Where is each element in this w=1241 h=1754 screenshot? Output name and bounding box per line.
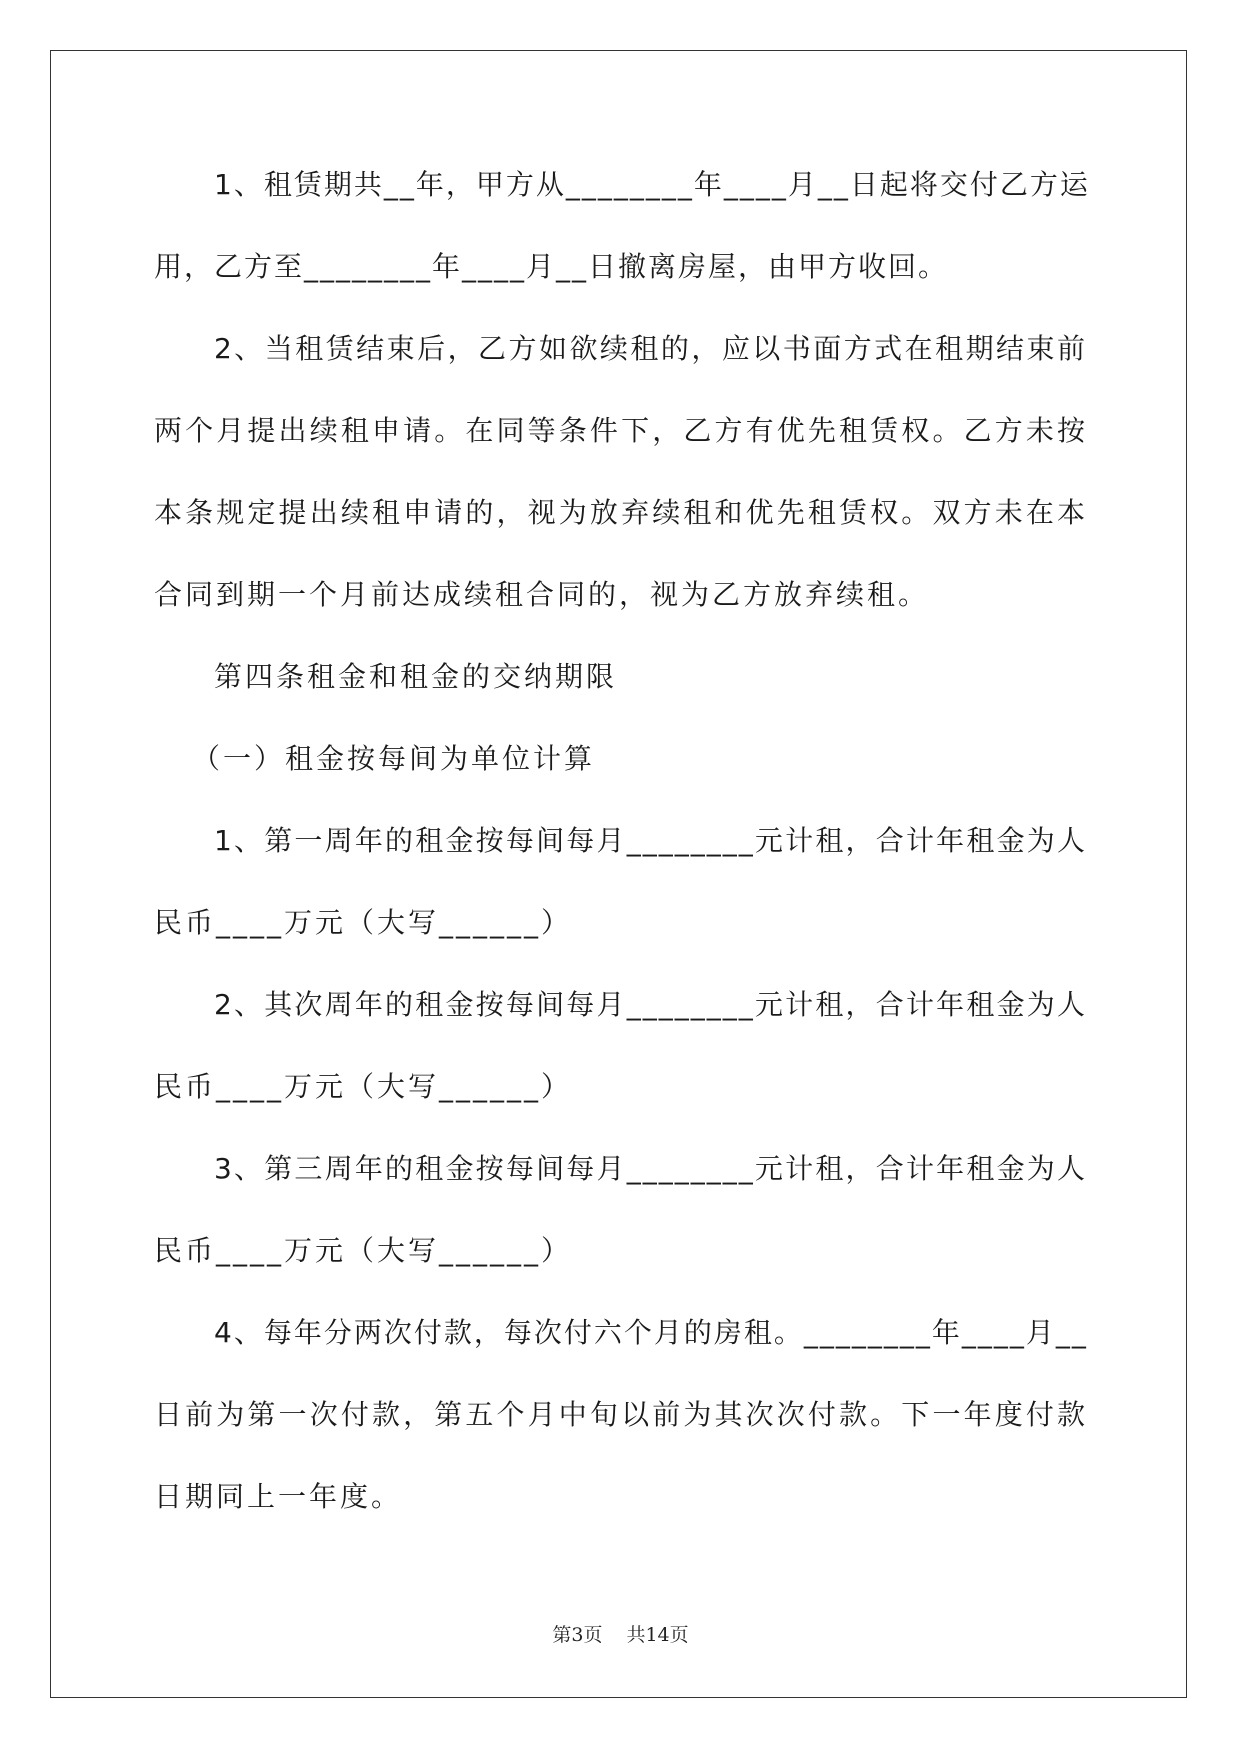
page-number: 第3页 bbox=[552, 1624, 603, 1646]
paragraph-line: 1、租赁期共__年，甲方从________年____月__日起将交付乙方运 bbox=[214, 168, 1090, 201]
page-total: 共14页 bbox=[626, 1624, 689, 1646]
page-footer bbox=[0, 1620, 1241, 1647]
paragraph-line: 2、当租赁结束后，乙方如欲续租的，应以书面方式在租期结束前 bbox=[214, 332, 1087, 365]
paragraph-line: 4、每年分两次付款，每次付六个月的房租。________年____月__ bbox=[214, 1316, 1088, 1349]
paragraph-line: 2、其次周年的租金按每间每月________元计租，合计年租金为人 bbox=[214, 988, 1087, 1021]
paragraph-line: 合同到期一个月前达成续租合同的，视为乙方放弃续租。 bbox=[154, 578, 930, 611]
paragraph-line: 日前为第一次付款，第五个月中旬以前为其次次付款。下一年度付款 bbox=[154, 1398, 1087, 1431]
paragraph-line: 1、第一周年的租金按每间每月________元计租，合计年租金为人 bbox=[214, 824, 1087, 857]
paragraph-line: 民币____万元（大写______） bbox=[154, 1234, 573, 1267]
paragraph-line: 用，乙方至________年____月__日撤离房屋，由甲方收回。 bbox=[154, 250, 949, 283]
paragraph-line: 3、第三周年的租金按每间每月________元计租，合计年租金为人 bbox=[214, 1152, 1087, 1185]
paragraph-line: 民币____万元（大写______） bbox=[154, 1070, 573, 1103]
subsection-heading: （一）租金按每间为单位计算 bbox=[192, 742, 596, 775]
paragraph-line: 日期同上一年度。 bbox=[154, 1480, 403, 1513]
paragraph-line: 两个月提出续租申请。在同等条件下，乙方有优先租赁权。乙方未按 bbox=[154, 414, 1087, 447]
paragraph-line: 本条规定提出续租申请的，视为放弃续租和优先租赁权。双方未在本 bbox=[154, 496, 1087, 529]
paragraph-line: 民币____万元（大写______） bbox=[154, 906, 573, 939]
document-body bbox=[154, 158, 1090, 1552]
section-heading: 第四条租金和租金的交纳期限 bbox=[214, 660, 618, 693]
